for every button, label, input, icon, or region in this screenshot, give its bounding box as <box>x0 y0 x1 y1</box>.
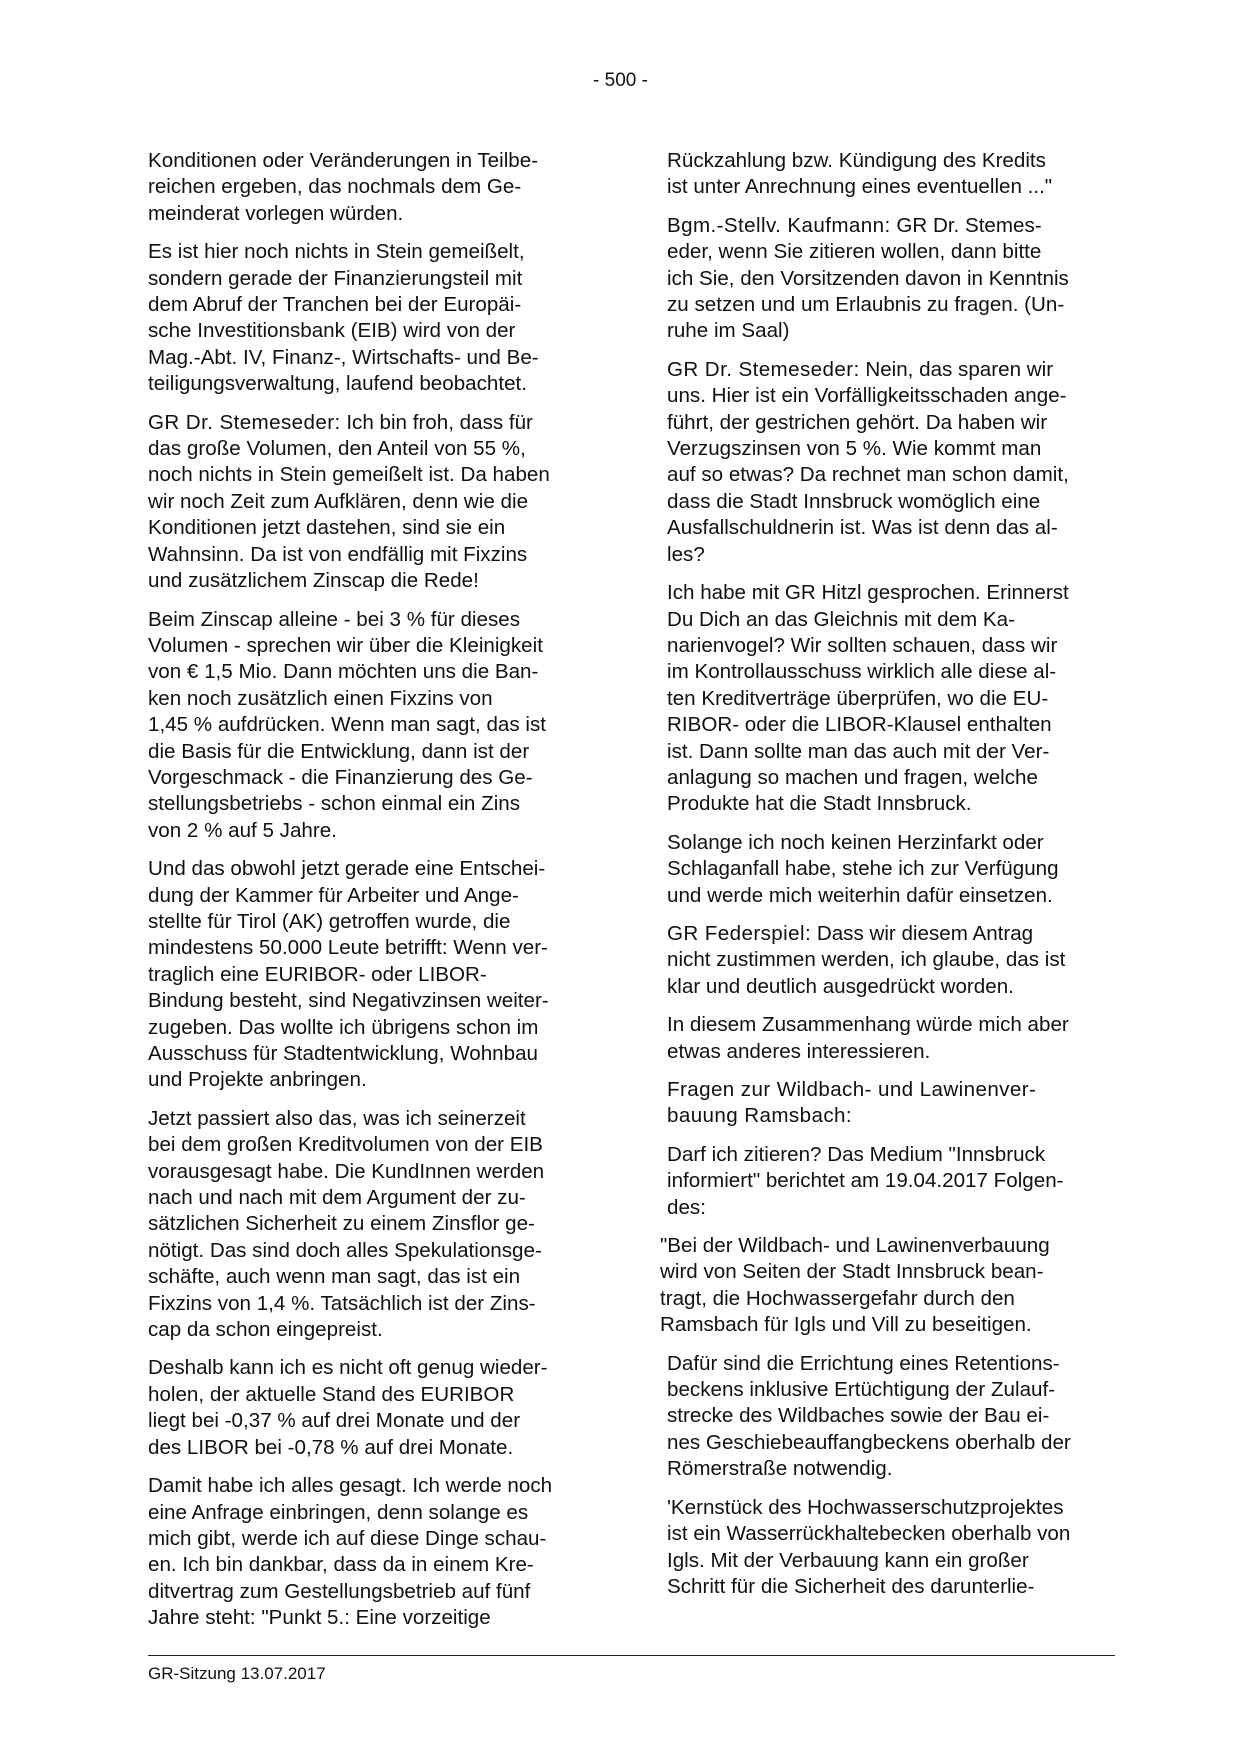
paragraph <box>667 148 1117 201</box>
speaker-name: GR Dr. Stemeseder: <box>667 357 860 381</box>
paragraph-text: Damit habe ich alles gesagt. Ich werde noch eine Anfrage einbringen, denn solange es mich gibt, werde ich auf diese Dinge schau- en. Ich bin dankbar, dass da in einem Kre- ditvertrag zum Gestellungsbetrieb auf fünf Jahre steht: "Punkt 5.: Eine vorzeitige <box>148 1474 553 1630</box>
footer-divider <box>148 1655 1115 1656</box>
paragraph <box>148 148 598 227</box>
paragraph <box>148 1106 598 1344</box>
paragraph <box>667 1495 1117 1601</box>
paragraph-text: GR Dr. Stemes- eder, wenn Sie zitieren wollen, dann bitte ich Sie, den Vorsitzenden davon in Kenntnis zu setzen und um Erlaubnis zu fragen. (Un- ruhe im Saal) <box>667 213 1069 343</box>
paragraph <box>667 213 1117 345</box>
paragraph-text: Konditionen oder Veränderungen in Teilbe- reichen ergeben, das nochmals dem Ge- meinderat vorlegen würden. <box>148 149 539 225</box>
paragraph-text: "Bei der Wildbach- und Lawinenverbauung wird von Seiten der Stadt Innsbruck bean- tragt, die Hochwassergefahr durch den Ramsbach für Igls und Vill zu beseitigen. <box>660 1234 1050 1337</box>
paragraph <box>667 1351 1117 1483</box>
paragraph-text: Beim Zinscap alleine - bei 3 % für dieses Volumen - sprechen wir über die Kleinigkeit von € 1,5 Mio. Dann möchten uns die Ban- ken noch zusätzlich einen Fixzins von 1,45 % aufdrücken. Wenn man sagt, das ist die Basis für die Entwicklung, dann ist der Vorgeschmack - die Finanzierung des Ge- stellungsbetriebs - schon einmal ein Zins von 2 % auf 5 Jahre. <box>148 607 546 842</box>
paragraph <box>667 1012 1117 1065</box>
paragraph-text: Solange ich noch keinen Herzinfarkt oder Schlaganfall habe, stehe ich zur Verfügung und werde mich weiterhin dafür einsetzen. <box>667 830 1059 907</box>
speaker-name: GR Dr. Stemeseder: <box>148 410 341 434</box>
section-heading-text: Fragen zur Wildbach- und Lawinenver- bauung Ramsbach: <box>667 1078 1037 1128</box>
paragraph <box>667 830 1117 909</box>
paragraph-text: In diesem Zusammenhang würde mich aber etwas anderes interessieren. <box>667 1013 1069 1063</box>
paragraph-text: Dafür sind die Errichtung eines Retentions- beckens inklusive Ertüchtigung der Zulauf- strecke des Wildbaches sowie der Bau ei- nes Geschiebeauffangbeckens oberhalb der Römerstraße notwendig. <box>667 1351 1071 1481</box>
paragraph <box>148 1473 598 1631</box>
paragraph <box>148 856 598 1094</box>
paragraph-text: Und das obwohl jetzt gerade eine Entschei- dung der Kammer für Arbeiter und Ange- stellte für Tirol (AK) getroffen wurde, die mindestens 50.000 Leute betrifft: Wenn ver- traglich eine EURIBOR- oder LIBOR- Bindung besteht, sind Negativzinsen weiter- zugeben. Das wollte ich übrigens schon im Ausschuss für Stadtentwicklung, Wohnbau und Projekte anbringen. <box>148 857 549 1092</box>
paragraph <box>667 357 1117 568</box>
speaker-name: Bgm.-Stellv. Kaufmann: <box>667 213 891 237</box>
paragraph-text: Darf ich zitieren? Das Medium "Innsbruck informiert" berichtet am 19.04.2017 Folgen- des: <box>667 1142 1064 1219</box>
paragraph-text: Rückzahlung bzw. Kündigung des Kredits ist unter Anrechnung eines eventuellen ..." <box>667 149 1053 199</box>
paragraph-text: Deshalb kann ich es nicht oft genug wieder- holen, der aktuelle Stand des EURIBOR liegt bei -0,37 % auf drei Monate und der des LIBOR bei -0,78 % auf drei Monate. <box>148 1356 548 1459</box>
paragraph <box>148 1355 598 1461</box>
paragraph <box>667 1142 1117 1221</box>
paragraph-text: 'Kernstück des Hochwasserschutzprojektes ist ein Wasserrückhaltebecken oberhalb von Igls. Mit der Verbauung kann ein großer Schritt für die Sicherheit des darunterlie- <box>667 1495 1071 1598</box>
paragraph-text: Dass wir diesem Antrag nicht zustimmen werden, ich glaube, das ist klar und deutlich ausgedrückt worden. <box>667 921 1066 998</box>
paragraph <box>148 410 598 595</box>
paragraph-text: Nein, das sparen wir uns. Hier ist ein Vorfälligkeitsschaden ange- führt, der gestrichen gehört. Da haben wir Verzugszinsen von 5 %. Wie kommt man auf so etwas? Da rechnet man schon damit, dass die Stadt Innsbruck womöglich eine Ausfallschuldnerin ist. Was ist denn das al- les? <box>667 357 1069 566</box>
page-number: - 500 - <box>593 70 648 91</box>
paragraph-text: Ich bin froh, dass für das große Volumen, den Anteil von 55 %, noch nichts in Stein gemeißelt ist. Da haben wir noch Zeit zum Aufklären, denn wie die Konditionen jetzt dastehen, sind sie ein Wahnsinn. Da ist von endfällig mit Fixzins und zusätzlichem Zinscap die Rede! <box>148 410 550 593</box>
paragraph <box>667 580 1117 818</box>
paragraph <box>667 921 1117 1000</box>
paragraph-text: Jetzt passiert also das, was ich seinerzeit bei dem großen Kreditvolumen von der EIB vorausgesagt habe. Die KundInnen werden nach und nach mit dem Argument der zu- sätzlichen Sicherheit zu einem Zinsflor ge- nötigt. Das sind doch alles Spekulationsge- schäfte, auch wenn man sagt, das ist ein Fixzins von 1,4 %. Tatsächlich ist der Zins- cap da schon eingepreist. <box>148 1106 545 1342</box>
speaker-name: GR Federspiel: <box>667 921 812 945</box>
left-column <box>148 148 598 1644</box>
quote-paragraph <box>660 1233 1117 1339</box>
paragraph <box>148 239 598 397</box>
right-column <box>660 148 1117 1612</box>
paragraph-text: Ich habe mit GR Hitzl gesprochen. Erinnerst Du Dich an das Gleichnis mit dem Ka- narienvogel? Wir sollten schauen, dass wir im Kontrollausschuss wirklich alle diese al- ten Kreditverträge überprüfen, wo die EU- RIBOR- oder die LIBOR-Klausel enthalten ist. Dann sollte man das auch mit der Ver- anlagung so machen und fragen, welche Produkte hat die Stadt Innsbruck. <box>667 581 1069 816</box>
paragraph <box>148 607 598 845</box>
section-heading <box>667 1077 1117 1130</box>
footer-session-date: GR-Sitzung 13.07.2017 <box>148 1664 326 1683</box>
paragraph-text: Es ist hier noch nichts in Stein gemeißelt, sondern gerade der Finanzierungsteil mit dem Abruf der Tranchen bei der Europäi- sche Investitionsbank (EIB) wird von der Mag.-Abt. IV, Finanz-, Wirtschafts- und Be- teiligungsverwaltung, laufend beobachtet. <box>148 240 539 396</box>
